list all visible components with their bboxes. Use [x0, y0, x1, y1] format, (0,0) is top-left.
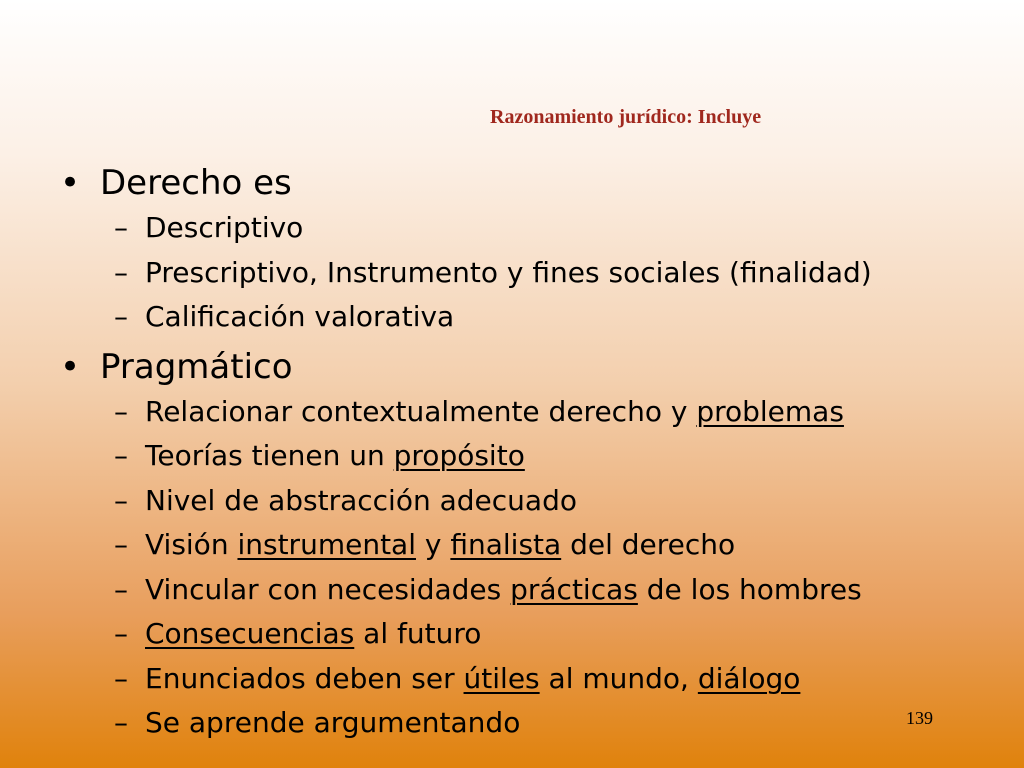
- underlined-term: prácticas: [510, 572, 638, 606]
- bullet-pragmatico: [60, 344, 1024, 390]
- sub-item-text: Vincular con necesidades prácticas de los hombres: [145, 572, 862, 606]
- dash-icon: –: [114, 211, 128, 244]
- sub-item-consecuencias: [114, 612, 1024, 657]
- sub-item-text: Se aprende argumentando: [145, 706, 521, 739]
- sub-item-vision: [114, 523, 1024, 568]
- sub-item-prescriptivo: [114, 251, 1024, 296]
- sub-item-text: Nivel de abstracción adecuado: [145, 483, 577, 517]
- bullet-dot-icon: •: [60, 346, 81, 387]
- sub-item-text: Enunciados deben ser útiles al mundo, diálogo: [145, 661, 801, 695]
- sub-item-text: Calificación valorativa: [145, 300, 455, 333]
- dash-icon: –: [114, 394, 128, 428]
- underlined-term: finalista: [450, 528, 562, 561]
- sub-item-nivel: [114, 479, 1024, 524]
- dash-icon: –: [114, 617, 128, 650]
- bullet-derecho-es: [60, 160, 1024, 206]
- dash-icon: –: [114, 528, 128, 561]
- dash-icon: –: [114, 483, 128, 517]
- underlined-term: útiles: [463, 661, 540, 695]
- sub-item-text: Teorías tienen un propósito: [145, 439, 525, 472]
- bullet-dot-icon: •: [60, 163, 81, 203]
- underlined-term: instrumental: [237, 528, 416, 561]
- dash-icon: –: [114, 661, 128, 695]
- sub-item-text: Relacionar contextualmente derecho y problemas: [145, 394, 844, 428]
- sub-item-vincular: [114, 568, 1024, 613]
- sub-item-relacionar: [114, 390, 1024, 435]
- underlined-term: diálogo: [697, 661, 801, 695]
- sub-item-text: Consecuencias al futuro: [145, 617, 482, 650]
- sub-item-text: Visión instrumental y finalista del derecho: [145, 528, 736, 561]
- sub-item-teorias: [114, 434, 1024, 479]
- slide-content: [0, 160, 1024, 746]
- underlined-term: problemas: [696, 394, 844, 428]
- slide-title: Razonamiento jurídico: Incluye: [490, 106, 762, 128]
- sub-item-text: Descriptivo: [145, 211, 304, 244]
- underlined-term: propósito: [393, 439, 525, 472]
- dash-icon: –: [114, 439, 128, 472]
- sub-item-aprende: [114, 701, 1024, 746]
- dash-icon: –: [114, 706, 128, 739]
- page-number: 139: [906, 708, 933, 728]
- dash-icon: –: [114, 255, 128, 289]
- sub-item-enunciados: [114, 657, 1024, 702]
- dash-icon: –: [114, 572, 128, 606]
- bullet-text: Derecho es: [100, 163, 292, 203]
- sub-item-text: Prescriptivo, Instrumento y fines sociales (finalidad): [145, 255, 872, 289]
- underlined-term: Consecuencias: [145, 617, 355, 650]
- sub-item-descriptivo: [114, 206, 1024, 251]
- dash-icon: –: [114, 300, 128, 333]
- sub-item-calificacion: [114, 295, 1024, 340]
- bullet-text: Pragmático: [100, 346, 293, 387]
